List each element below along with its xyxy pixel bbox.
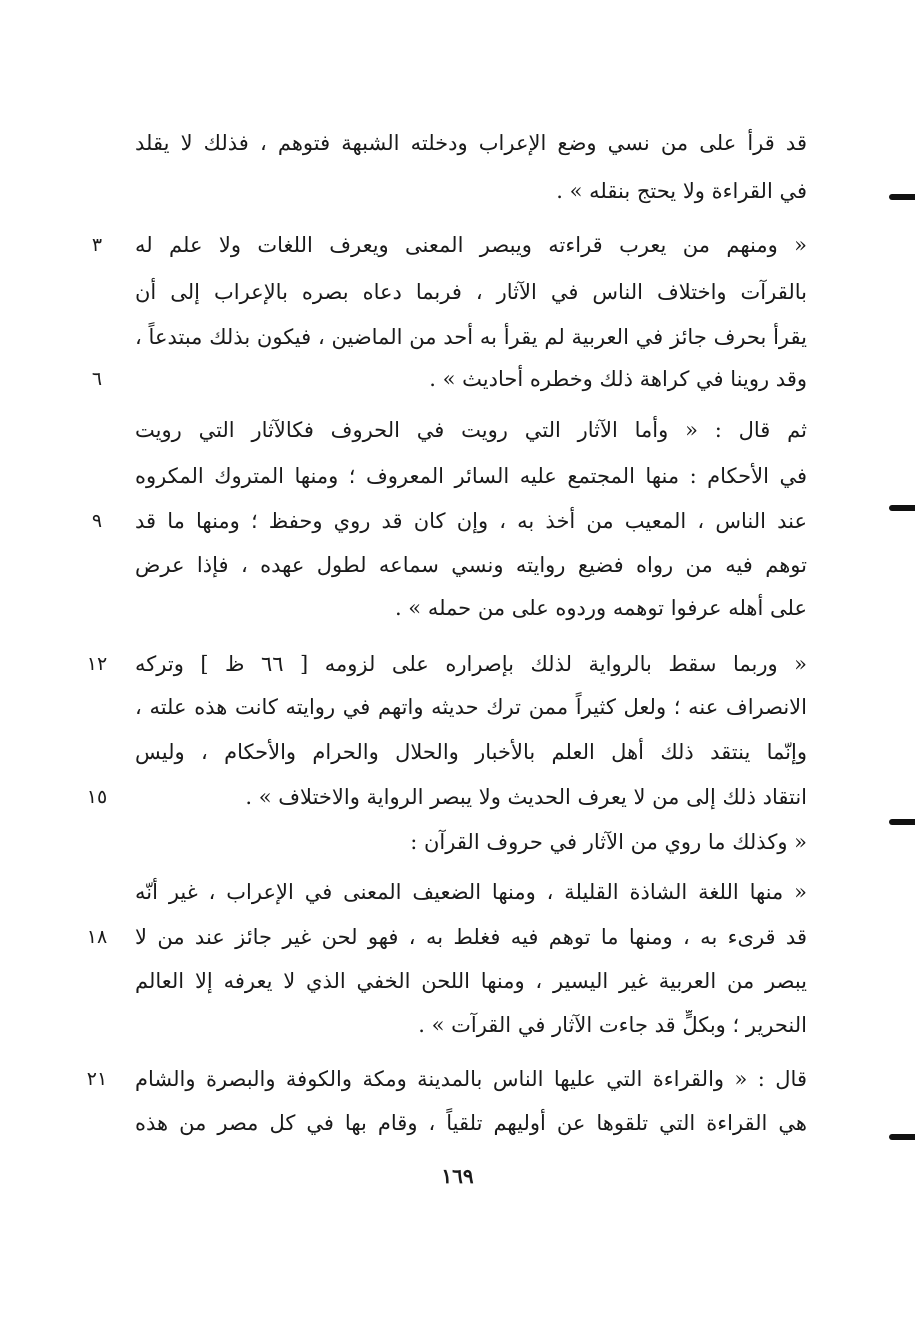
edge-tab-mark: [889, 505, 915, 511]
text-line: وإنّما ينتقد ذلك أهل العلم بالأخبار والحلال والحرام والأحكام ، وليس: [135, 740, 807, 764]
text-line: الانصراف عنه ؛ ولعل كثيراً ممن ترك حديثه واتهم في روايته كانت هذه علته ،: [135, 695, 807, 719]
line-number-marker: ١٢: [86, 653, 108, 675]
text-line: في الأحكام : منها المجتمع عليه السائر المعروف ؛ ومنها المتروك المكروه: [135, 464, 807, 488]
line-number-marker: ٣: [91, 234, 103, 256]
text-line: « ومنهم من يعرب قراءته ويبصر المعنى ويعرف اللغات ولا علم له: [135, 233, 807, 257]
page-number: ١٦٩: [441, 1164, 474, 1188]
text-line: توهم فيه من رواه فضيع روايته ونسي سماعه لطول عهده ، فإذا عرض: [135, 553, 807, 577]
text-line: في القراءة ولا يحتج بنقله » .: [556, 179, 807, 203]
text-line: يقرأ بحرف جائز في العربية لم يقرأ به أحد من الماضين ، فيكون بذلك مبتدعاً ،: [135, 325, 807, 349]
line-number-marker: ١٥: [86, 786, 108, 808]
text-line: انتقاد ذلك إلى من لا يعرف الحديث ولا يبصر الرواية والاختلاف » .: [245, 785, 807, 809]
edge-tab-mark: [889, 819, 915, 825]
text-line: هي القراءة التي تلقوها عن أوليهم تلقياً ، وقام بها في كل مصر من هذه: [135, 1111, 807, 1135]
line-number-marker: ٩: [91, 510, 103, 532]
edge-tab-mark: [889, 194, 915, 200]
line-number-marker: ٦: [91, 368, 103, 390]
text-line: قال : « والقراءة التي عليها الناس بالمدينة ومكة والكوفة والبصرة والشام: [135, 1067, 807, 1091]
edge-tab-mark: [889, 1134, 915, 1140]
text-line: قد قرأ على من نسي وضع الإعراب ودخلته الشبهة فتوهم ، فذلك لا يقلد: [135, 131, 807, 155]
text-line: « وربما سقط بالرواية لذلك بإصراره على لزومه [ ٦٦ ظ ] وتركه: [135, 652, 807, 676]
text-line: « منها اللغة الشاذة القليلة ، ومنها الضعيف المعنى في الإعراب ، غير أنّه: [135, 880, 807, 904]
text-line: على أهله عرفوا توهمه وردوه على من حمله » .: [394, 596, 807, 620]
text-line: قد قرىء به ، ومنها ما توهم فيه فغلط به ، فهو لحن غير جائز عند من لا: [135, 925, 807, 949]
text-line: يبصر من العربية غير اليسير ، ومنها اللحن الخفي الذي لا يعرفه إلا العالم: [135, 969, 807, 993]
line-number-marker: ١٨: [86, 926, 108, 948]
text-line: وقد روينا في كراهة ذلك وخطره أحاديث » .: [429, 367, 807, 391]
text-line: بالقرآت واختلاف الناس في الآثار ، فربما دعاه بصره بالإعراب إلى أن: [135, 280, 807, 304]
text-line: ثم قال : « وأما الآثار التي رويت في الحروف فكالآثار التي رويت: [135, 418, 807, 442]
line-number-marker: ٢١: [86, 1068, 108, 1090]
text-line: « وكذلك ما روي من الآثار في حروف القرآن :: [410, 830, 807, 854]
text-line: عند الناس ، المعيب من أخذ به ، وإن كان قد روي وحفظ ؛ ومنها ما قد: [135, 509, 807, 533]
text-line: النحرير ؛ وبكلٍّ قد جاءت الآثار في القرآت » .: [418, 1013, 807, 1037]
